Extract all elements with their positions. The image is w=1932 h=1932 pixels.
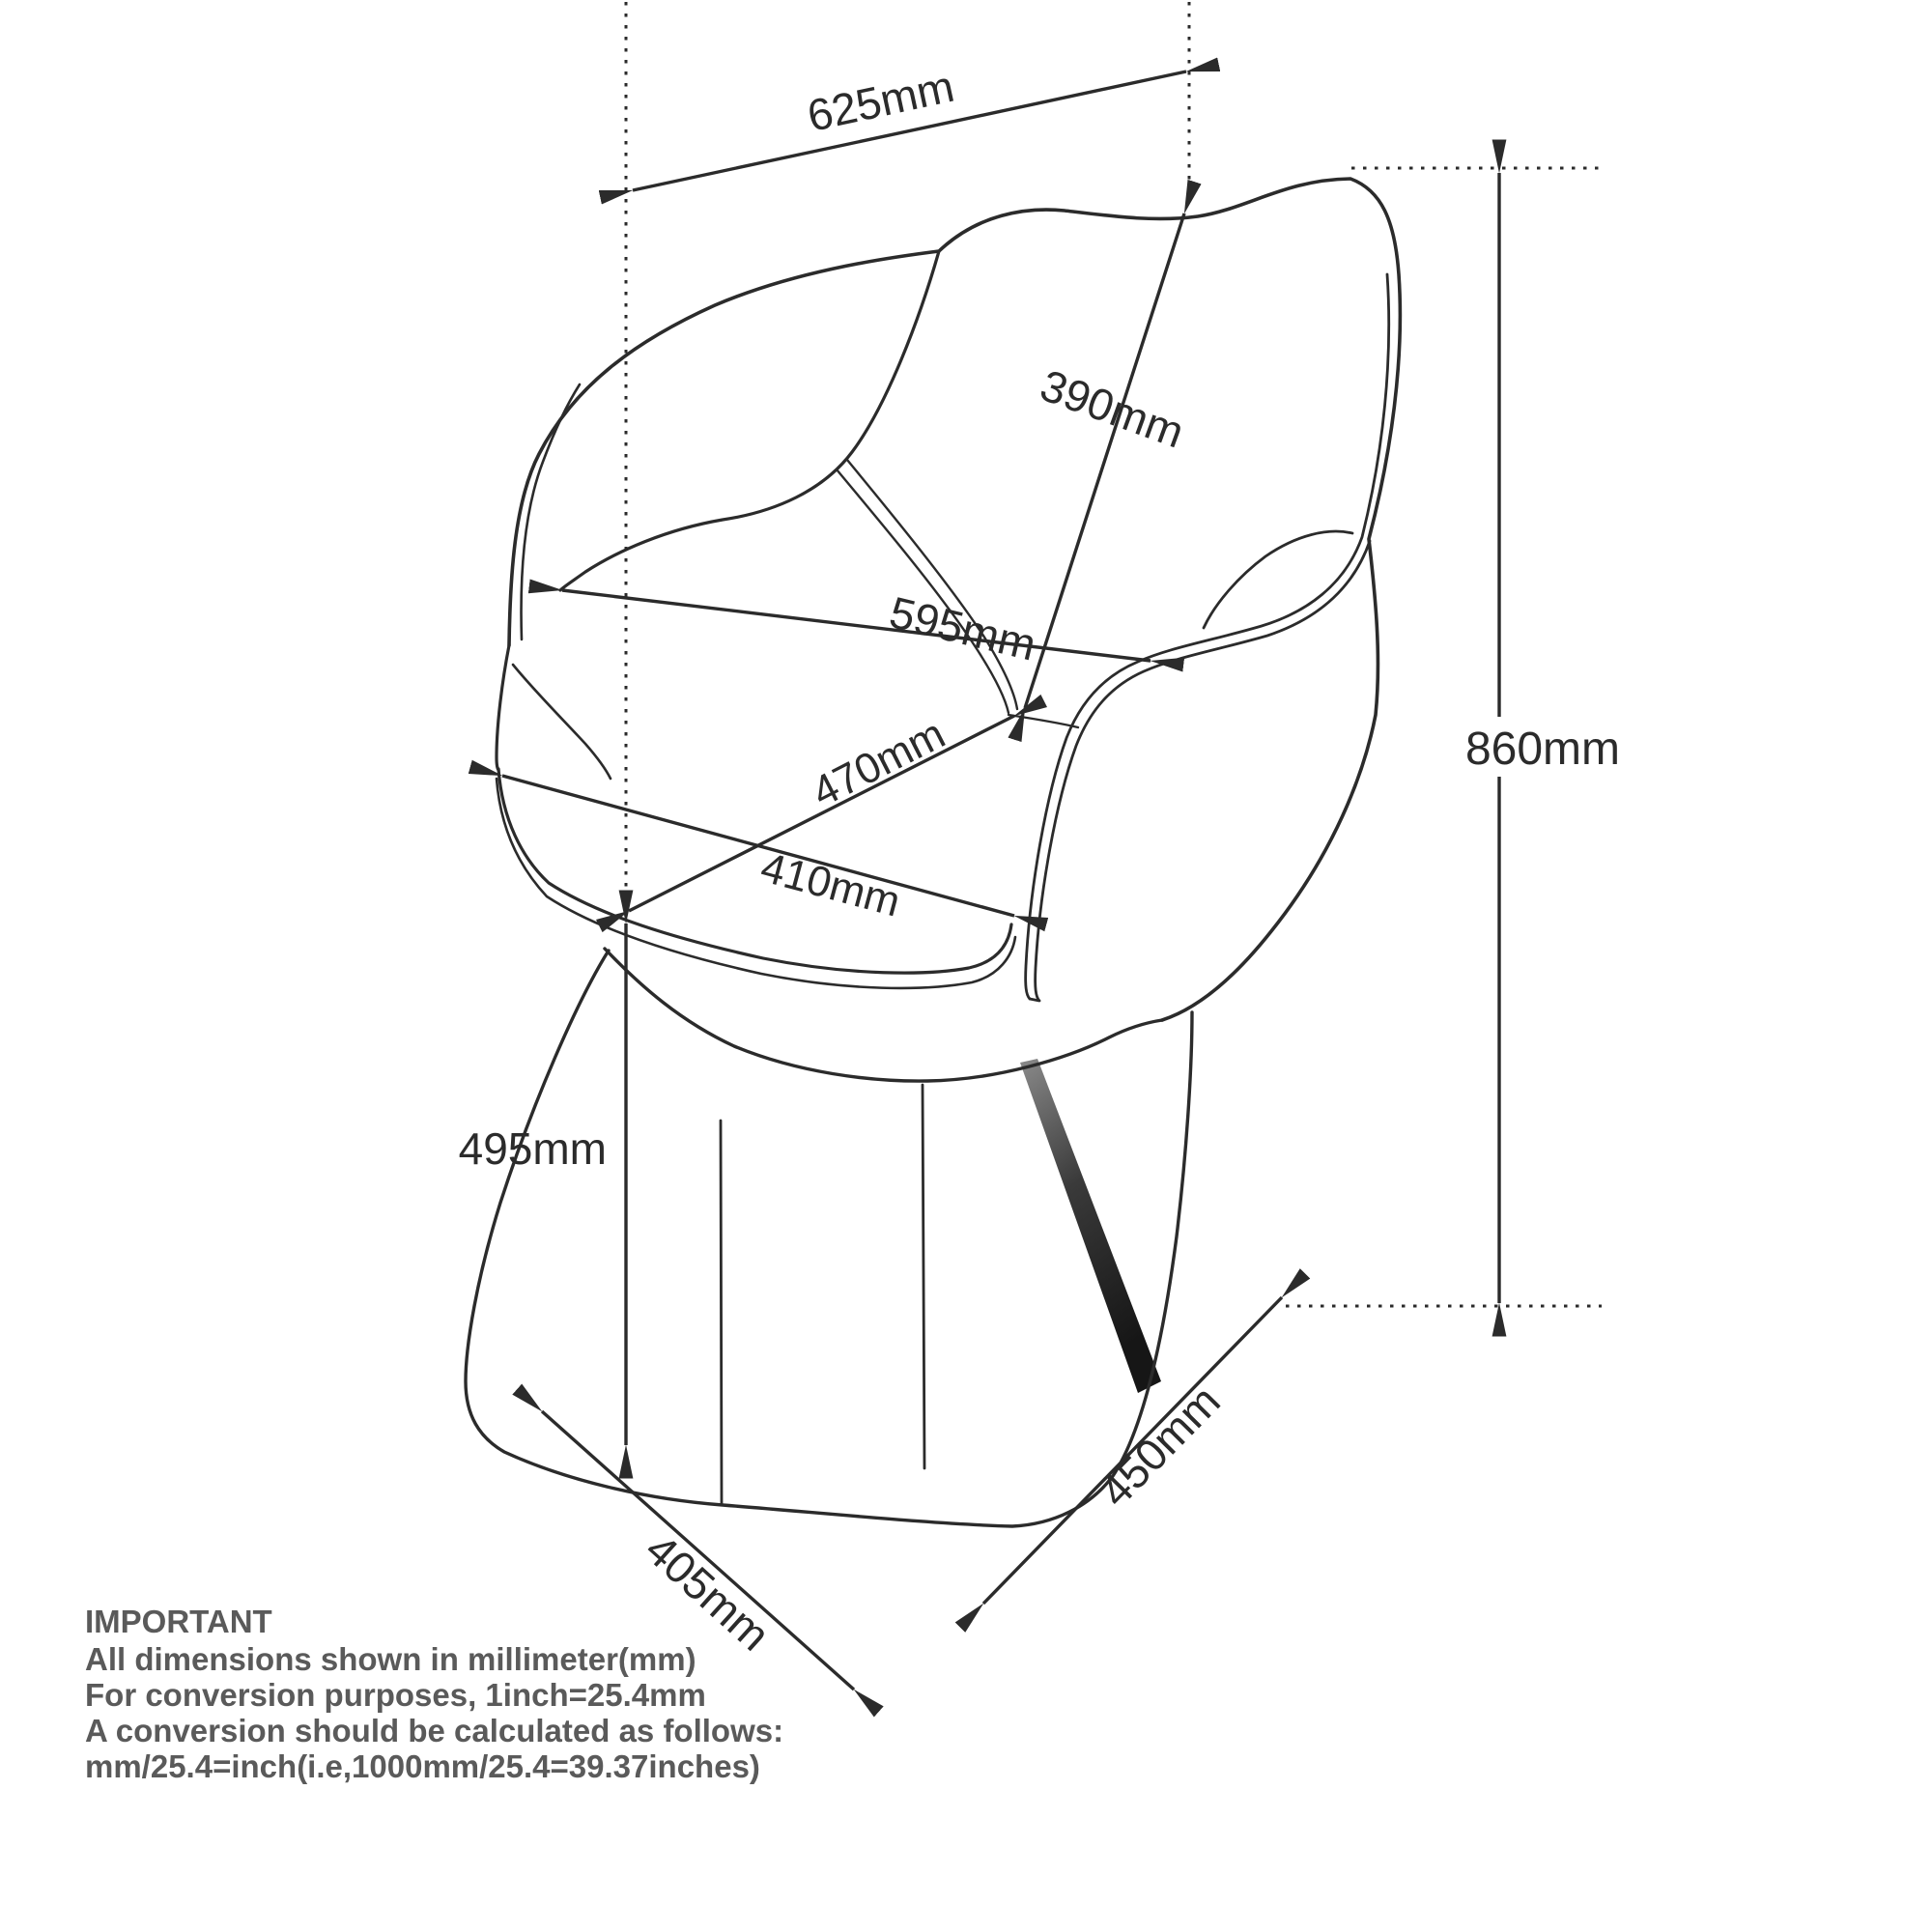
seat-welt-upper <box>498 769 1011 973</box>
dimension-line-overall-width <box>562 590 1151 661</box>
dimension-label-seat-width: 410mm <box>755 843 905 926</box>
seat-left-edge <box>497 645 509 770</box>
notes-block <box>85 1604 783 1784</box>
base-seam-stripe <box>1020 1059 1161 1393</box>
dimension-label-seat-height: 495mm <box>458 1123 607 1174</box>
backrest-inner-left-edge <box>560 251 939 590</box>
dimension-line-seat-width <box>502 776 1014 916</box>
backrest-seat-seam-inner <box>837 469 1009 713</box>
dimension-label-seat-depth: 470mm <box>804 709 952 817</box>
note-line-1: All dimensions shown in millimeter(mm) <box>85 1641 696 1677</box>
seam-connector <box>1009 715 1078 727</box>
notes-title: IMPORTANT <box>85 1604 272 1639</box>
right-armrest-curve <box>1204 531 1352 628</box>
note-line-4: mm/25.4=inch(i.e,1000mm/25.4=39.37inches) <box>85 1748 760 1784</box>
right-shell-cuff-inner <box>1030 541 1370 1001</box>
dimension-label-base-left-edge: 405mm <box>636 1523 781 1661</box>
dimension-label-overall-width: 595mm <box>885 586 1041 670</box>
dimension-label-backrest-diagonal: 390mm <box>1034 359 1191 458</box>
base-rear-ridge <box>923 1085 924 1468</box>
dimension-label-overall-height: 860mm <box>1464 724 1621 775</box>
left-shell-inner-line <box>522 384 580 639</box>
dimension-label-base-right-edge: 450mm <box>1090 1375 1230 1517</box>
dimension-line-backrest-diagonal <box>1025 213 1184 708</box>
note-line-3: A conversion should be calculated as follows: <box>85 1713 784 1748</box>
seat-skirt-bottom <box>605 949 1162 1081</box>
note-line-2: For conversion purposes, 1inch=25.4mm <box>85 1677 706 1713</box>
dimension-label-top-width: 625mm <box>803 60 959 141</box>
armrest-lower-curve <box>513 665 611 779</box>
base-front-ridge <box>721 1121 722 1503</box>
